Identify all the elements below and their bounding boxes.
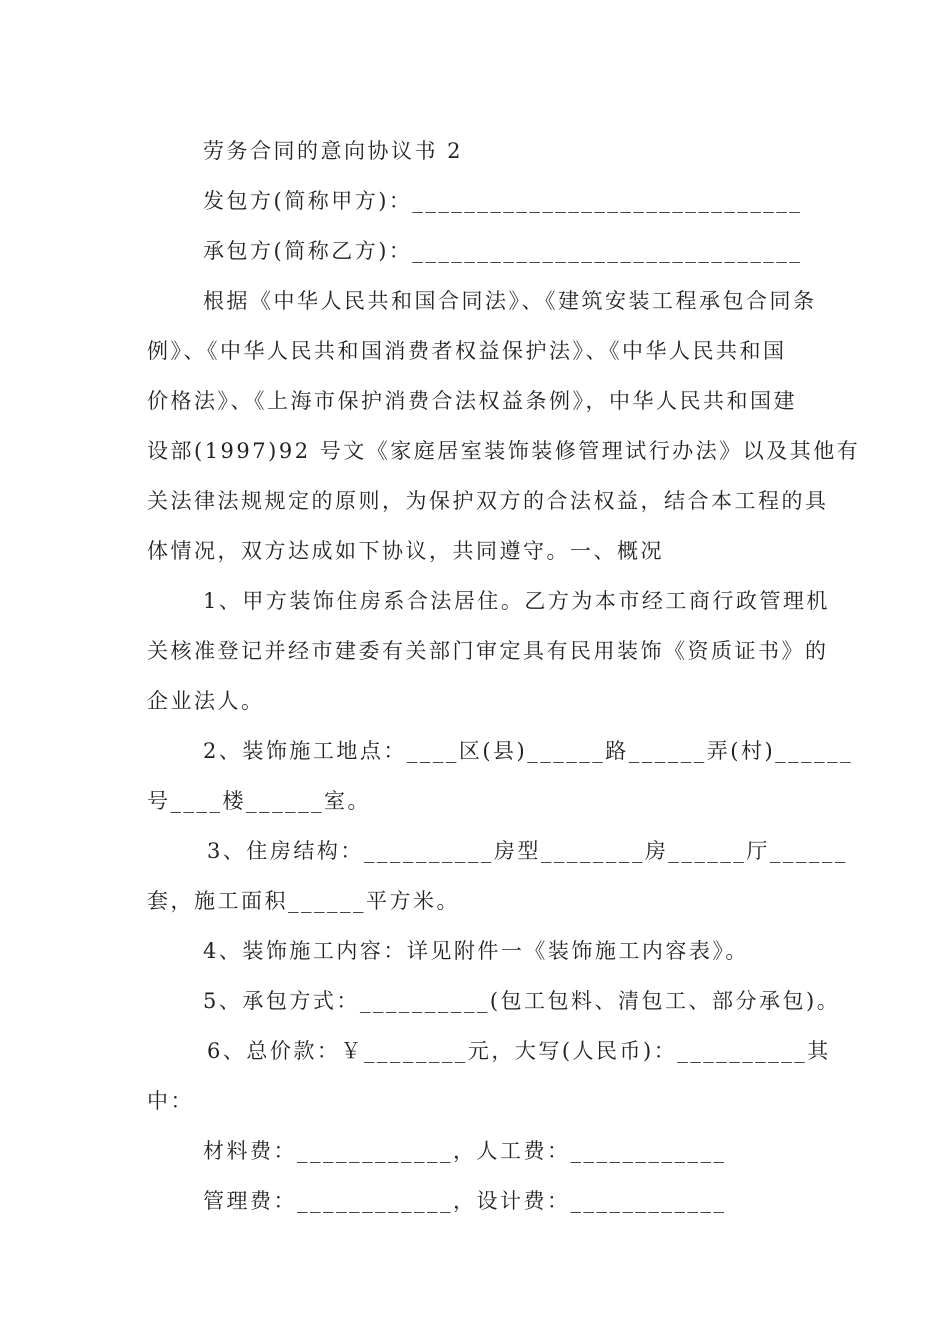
item-4-line: 4、装饰施工内容：详见附件一《装饰施工内容表》。 bbox=[203, 939, 749, 963]
preamble-line: 体情况，双方达成如下协议，共同遵守。一、概况 bbox=[147, 539, 664, 563]
item-5-line: 5、承包方式：__________(包工包料、清包工、部分承包)。 bbox=[203, 989, 841, 1013]
party-a-line: 发包方(简称甲方)：______________________________ bbox=[203, 189, 803, 213]
item-2-line: 2、装饰施工地点：____区(县)______路______弄(村)______ bbox=[203, 739, 854, 763]
preamble-line: 关法律法规规定的原则，为保护双方的合法权益，结合本工程的具 bbox=[147, 489, 829, 513]
preamble-line: 价格法》、《上海市保护消费合法权益条例》，中华人民共和国建 bbox=[147, 389, 797, 413]
party-b-line: 承包方(简称乙方)：______________________________ bbox=[203, 239, 803, 263]
item-1-line: 关核准登记并经市建委有关部门审定具有民用装饰《资质证书》的 bbox=[147, 639, 829, 663]
document-title: 劳务合同的意向协议书 2 bbox=[203, 139, 464, 163]
item-3-line: 套，施工面积______平方米。 bbox=[147, 889, 460, 913]
fee-line-materials-labor: 材料费：____________，人工费：____________ bbox=[203, 1139, 727, 1163]
item-2-line: 号____楼______室。 bbox=[147, 789, 371, 813]
item-6-line: 中： bbox=[147, 1089, 194, 1113]
preamble-line: 例》、《中华人民共和国消费者权益保护法》、《中华人民共和国 bbox=[147, 339, 787, 363]
item-1-line: 1、甲方装饰住房系合法居住。乙方为本市经工商行政管理机 bbox=[203, 589, 830, 613]
preamble-line: 设部(1997)92 号文《家庭居室装饰装修管理试行办法》以及其他有 bbox=[147, 439, 861, 463]
item-6-line: 6、总价款：￥________元，大写(人民币)：__________其 bbox=[207, 1039, 831, 1063]
item-3-line: 3、住房结构：__________房型________房______厅______ bbox=[207, 839, 848, 863]
fee-line-management-design: 管理费：____________，设计费：____________ bbox=[203, 1189, 727, 1213]
preamble-line: 根据《中华人民共和国合同法》、《建筑安装工程承包合同条 bbox=[203, 289, 817, 313]
item-1-line: 企业法人。 bbox=[147, 689, 265, 713]
